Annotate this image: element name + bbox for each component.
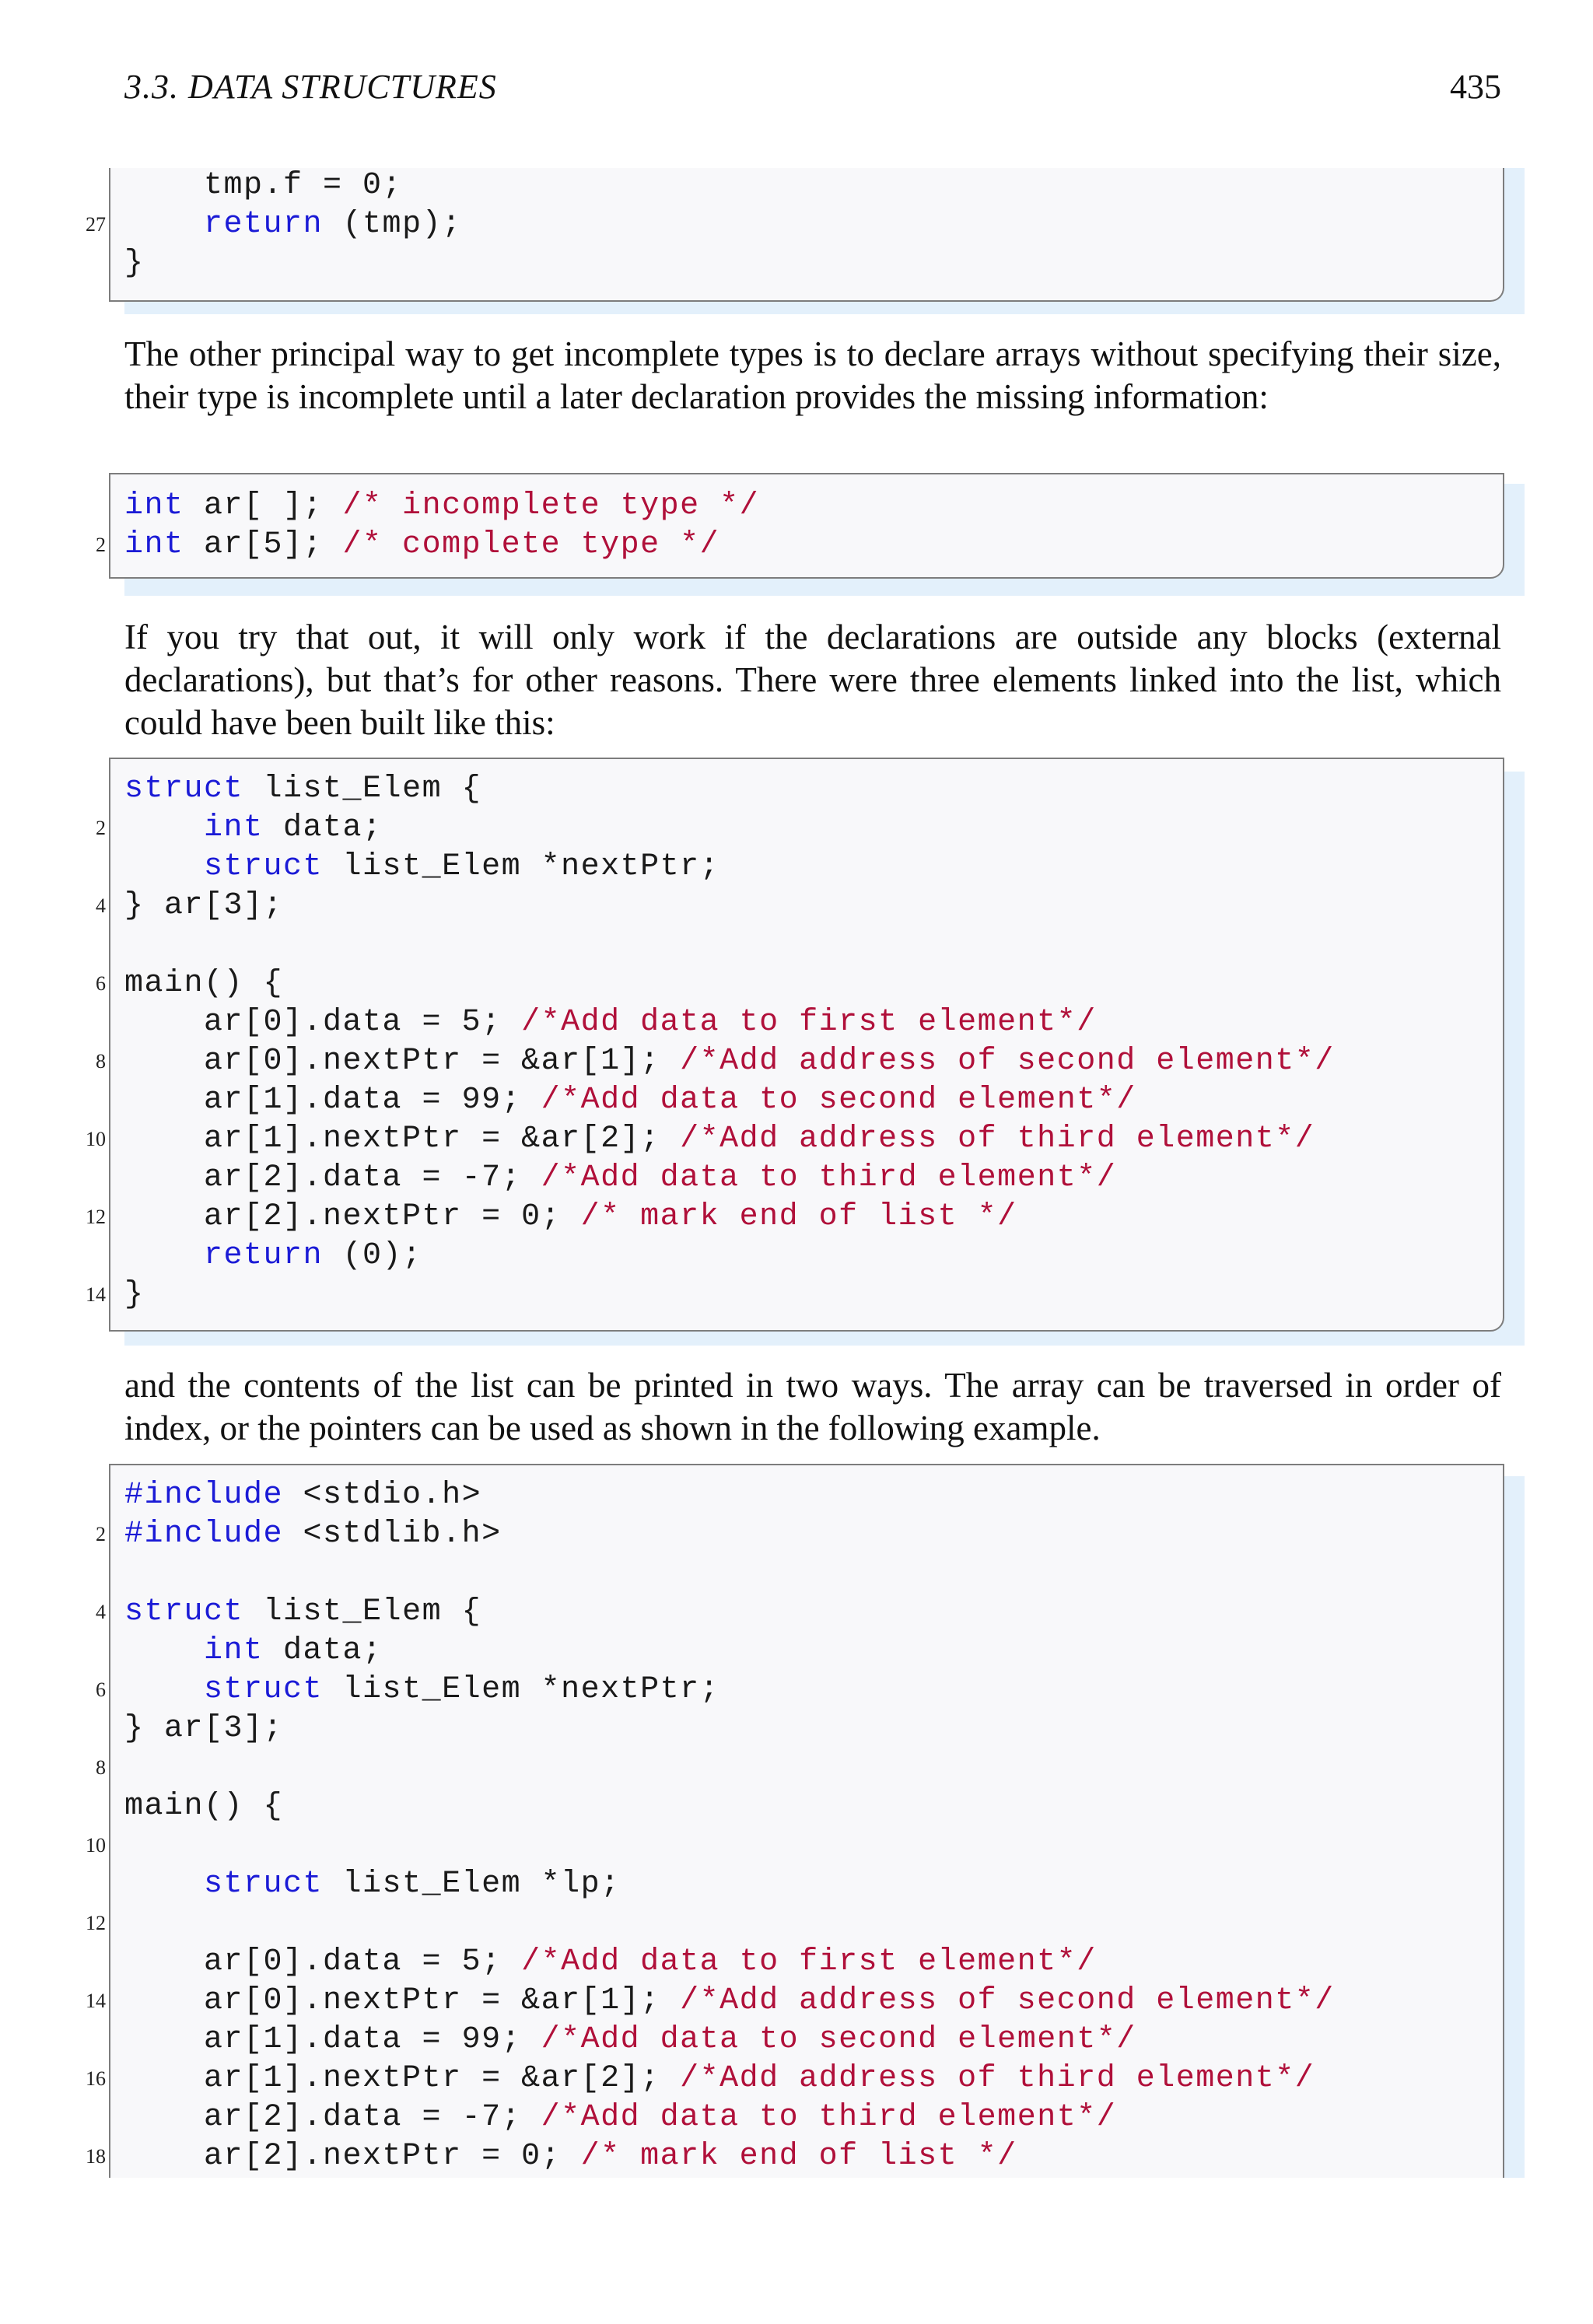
code-keyword: #include bbox=[124, 1517, 284, 1552]
code-token: (tmp); bbox=[323, 207, 462, 242]
code-text bbox=[124, 487, 759, 526]
code-keyword: #include bbox=[124, 1478, 284, 1513]
code-text bbox=[124, 1787, 283, 1826]
code-keyword: struct bbox=[124, 772, 244, 807]
code-text bbox=[124, 1710, 283, 1748]
line-number: 4 bbox=[96, 1601, 106, 1623]
code-token: ar[5]; bbox=[184, 527, 343, 562]
code-text bbox=[124, 166, 402, 205]
code-comment: /*Add address of third element*/ bbox=[680, 1122, 1315, 1157]
code-keyword: struct bbox=[124, 1594, 244, 1629]
code-comment: /*Add data to second element*/ bbox=[541, 1083, 1136, 1118]
code-line bbox=[0, 1787, 1593, 1826]
code-line bbox=[0, 1904, 1593, 1943]
code-comment: /*Add address of second element*/ bbox=[680, 1044, 1335, 1079]
code-line bbox=[0, 1671, 1593, 1710]
code-line bbox=[0, 205, 1593, 244]
code-text bbox=[124, 1198, 1017, 1237]
line-number: 6 bbox=[96, 972, 106, 995]
code-token: list_Elem *lp; bbox=[323, 1867, 621, 1902]
code-line bbox=[0, 1943, 1593, 1982]
line-number: 16 bbox=[86, 2067, 106, 2090]
code-token: main() { bbox=[124, 966, 284, 1001]
code-text bbox=[124, 1632, 383, 1671]
line-number: 27 bbox=[86, 213, 106, 236]
code-line bbox=[0, 1120, 1593, 1159]
code-token: list_Elem *nextPtr; bbox=[323, 1672, 720, 1707]
code-keyword: return bbox=[204, 207, 324, 242]
code-token: ar[0].nextPtr = &ar[1]; bbox=[124, 1983, 681, 2018]
code-text bbox=[124, 1515, 502, 1554]
code-text bbox=[124, 848, 719, 887]
code-text bbox=[124, 1120, 1315, 1159]
code-text bbox=[124, 1593, 481, 1632]
code-line bbox=[0, 887, 1593, 926]
code-comment: /*Add data to first element*/ bbox=[521, 1005, 1097, 1040]
code-line bbox=[0, 1476, 1593, 1515]
code-text bbox=[124, 1865, 621, 1904]
code-line bbox=[0, 1237, 1593, 1276]
line-number: 2 bbox=[96, 534, 106, 556]
code-line bbox=[0, 1198, 1593, 1237]
code-line bbox=[0, 848, 1593, 887]
code-token: ar[0].nextPtr = &ar[1]; bbox=[124, 1044, 681, 1079]
code-text bbox=[124, 1003, 1097, 1042]
line-number: 18 bbox=[86, 2145, 106, 2168]
line-number: 8 bbox=[96, 1050, 106, 1073]
code-token: ar[2].nextPtr = 0; bbox=[124, 2139, 581, 2174]
code-text bbox=[124, 1943, 1097, 1982]
code-text bbox=[124, 770, 481, 809]
code-token: <stdlib.h> bbox=[283, 1517, 502, 1552]
code-comment: /*Add data to first element*/ bbox=[521, 1944, 1097, 1979]
code-token bbox=[124, 1867, 204, 1902]
code-token: ar[2].data = -7; bbox=[124, 2100, 541, 2135]
code-line bbox=[0, 1276, 1593, 1314]
code-line bbox=[0, 926, 1593, 964]
code-comment: /*Add address of third element*/ bbox=[680, 2061, 1315, 2096]
code-token: } ar[3]; bbox=[124, 1711, 284, 1746]
code-token: ar[0].data = 5; bbox=[124, 1005, 522, 1040]
code-text bbox=[124, 205, 462, 244]
code-comment: /*Add data to third element*/ bbox=[541, 2100, 1117, 2135]
section-title: 3.3. DATA STRUCTURES bbox=[124, 68, 497, 106]
line-number: 6 bbox=[96, 1678, 106, 1701]
code-keyword: struct bbox=[204, 849, 324, 884]
code-token: } ar[3]; bbox=[124, 888, 284, 923]
code-line bbox=[0, 166, 1593, 205]
code-text bbox=[124, 1276, 145, 1314]
code-line bbox=[0, 964, 1593, 1003]
page-number: 435 bbox=[1450, 68, 1501, 106]
code-line bbox=[0, 1865, 1593, 1904]
line-number: 12 bbox=[86, 1912, 106, 1934]
code-token bbox=[124, 207, 204, 242]
code-line bbox=[0, 1159, 1593, 1198]
code-line bbox=[0, 1081, 1593, 1120]
code-comment: /*Add data to second element*/ bbox=[541, 2022, 1136, 2057]
code-token bbox=[124, 1238, 204, 1273]
code-text bbox=[124, 964, 283, 1003]
code-token bbox=[124, 1672, 204, 1707]
code-text bbox=[124, 2021, 1136, 2060]
code-line bbox=[0, 1003, 1593, 1042]
code-text bbox=[124, 1237, 422, 1276]
code-token: tmp.f = 0; bbox=[124, 168, 403, 203]
code-text bbox=[124, 887, 283, 926]
code-line bbox=[0, 2021, 1593, 2060]
code-comment: /* complete type */ bbox=[342, 527, 720, 562]
line-number: 10 bbox=[86, 1834, 106, 1857]
code-token: } bbox=[124, 1277, 145, 1312]
code-keyword: int bbox=[124, 527, 184, 562]
code-token: list_Elem { bbox=[243, 772, 482, 807]
code-token bbox=[124, 1633, 204, 1668]
code-line bbox=[0, 2137, 1593, 2176]
code-line bbox=[0, 526, 1593, 565]
code-line bbox=[0, 1826, 1593, 1865]
code-keyword: return bbox=[204, 1238, 324, 1273]
code-text bbox=[124, 1159, 1116, 1198]
code-token: (0); bbox=[323, 1238, 422, 1273]
code-keyword: int bbox=[204, 810, 264, 845]
code-token: ar[ ]; bbox=[184, 488, 343, 523]
code-text bbox=[124, 2098, 1116, 2137]
code-comment: /* mark end of list */ bbox=[580, 2139, 1017, 2174]
code-line bbox=[0, 1982, 1593, 2021]
code-token: } bbox=[124, 246, 145, 281]
line-number: 14 bbox=[86, 1990, 106, 2012]
code-line bbox=[0, 809, 1593, 848]
code-token bbox=[124, 810, 204, 845]
code-line bbox=[0, 244, 1593, 283]
code-token: ar[2].data = -7; bbox=[124, 1160, 541, 1195]
code-comment: /* mark end of list */ bbox=[580, 1199, 1017, 1234]
code-line bbox=[0, 1593, 1593, 1632]
code-keyword: struct bbox=[204, 1867, 324, 1902]
code-keyword: int bbox=[204, 1633, 264, 1668]
code-line bbox=[0, 1515, 1593, 1554]
running-header bbox=[124, 62, 1501, 112]
code-keyword: struct bbox=[204, 1672, 324, 1707]
line-number: 2 bbox=[96, 1523, 106, 1545]
code-text bbox=[124, 1081, 1136, 1120]
code-token: ar[1].data = 99; bbox=[124, 2022, 541, 2057]
code-token: <stdio.h> bbox=[283, 1478, 482, 1513]
paragraph: and the contents of the list can be printed in two ways. The array can be traversed in order of index, or the pointers can be used as shown in the following example. bbox=[124, 1366, 1501, 1447]
code-text bbox=[124, 1042, 1335, 1081]
code-line bbox=[0, 770, 1593, 809]
code-text bbox=[124, 809, 383, 848]
code-token bbox=[124, 849, 204, 884]
line-number: 2 bbox=[96, 817, 106, 839]
line-number: 14 bbox=[86, 1283, 106, 1306]
code-comment: /*Add data to third element*/ bbox=[541, 1160, 1117, 1195]
code-token: main() { bbox=[124, 1789, 284, 1824]
line-number: 4 bbox=[96, 894, 106, 917]
code-comment: /* incomplete type */ bbox=[342, 488, 760, 523]
line-number: 8 bbox=[96, 1756, 106, 1779]
code-line bbox=[0, 487, 1593, 526]
code-token: ar[0].data = 5; bbox=[124, 1944, 522, 1979]
code-token: ar[1].nextPtr = &ar[2]; bbox=[124, 2061, 681, 2096]
code-token: list_Elem *nextPtr; bbox=[323, 849, 720, 884]
paragraph: If you try that out, it will only work if the declarations are outside any blocks (external declarations), but that’s for other reasons. There were three elements linked into the list, which could have been built like this: bbox=[124, 618, 1501, 742]
code-token: data; bbox=[263, 810, 383, 845]
code-line bbox=[0, 1710, 1593, 1748]
code-text bbox=[124, 2137, 1017, 2176]
code-token: data; bbox=[263, 1633, 383, 1668]
line-number: 10 bbox=[86, 1128, 106, 1150]
code-line bbox=[0, 1042, 1593, 1081]
code-line bbox=[0, 1632, 1593, 1671]
code-text bbox=[124, 244, 145, 283]
paragraph: The other principal way to get incomplete types is to declare arrays without specifying their size, their type is incomplete until a later declaration provides the missing information: bbox=[124, 334, 1501, 416]
line-number: 12 bbox=[86, 1206, 106, 1228]
code-token: ar[1].nextPtr = &ar[2]; bbox=[124, 1122, 681, 1157]
code-token: ar[1].data = 99; bbox=[124, 1083, 541, 1118]
code-token: ar[2].nextPtr = 0; bbox=[124, 1199, 581, 1234]
code-text bbox=[124, 1982, 1335, 2021]
code-token: list_Elem { bbox=[243, 1594, 482, 1629]
code-text bbox=[124, 2060, 1315, 2098]
code-text bbox=[124, 1476, 481, 1515]
code-line bbox=[0, 1554, 1593, 1593]
code-line bbox=[0, 2060, 1593, 2098]
code-keyword: int bbox=[124, 488, 184, 523]
code-line bbox=[0, 2098, 1593, 2137]
code-text bbox=[124, 1671, 719, 1710]
code-comment: /*Add address of second element*/ bbox=[680, 1983, 1335, 2018]
code-line bbox=[0, 1748, 1593, 1787]
code-text bbox=[124, 526, 719, 565]
